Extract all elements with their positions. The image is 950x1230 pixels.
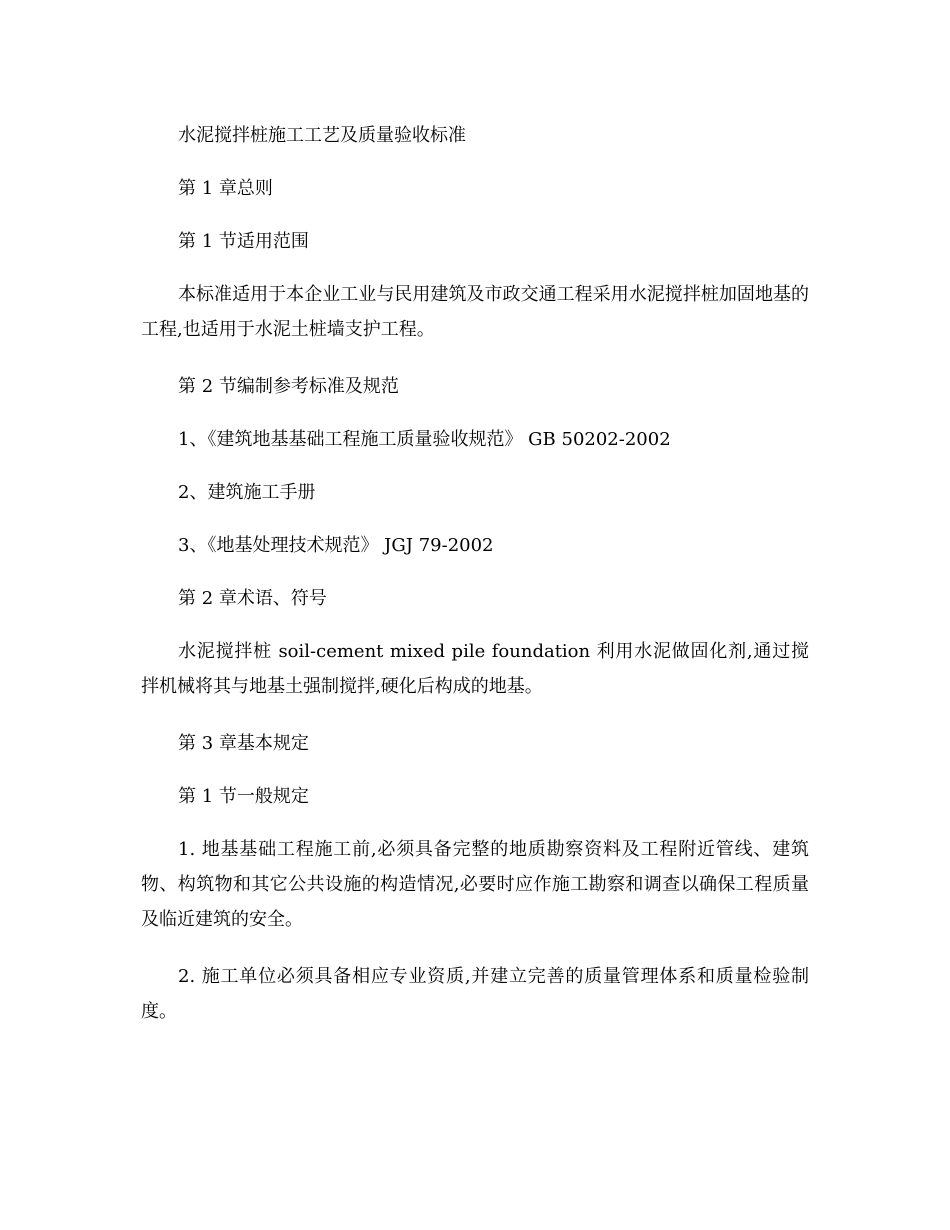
paragraph: 本标准适用于本企业工业与民用建筑及市政交通工程采用水泥搅拌桩加固地基的工程,也适用于水泥土桩墙支护工程。 xyxy=(141,284,809,340)
reference-item: 3、《地基处理技术规范》 JGJ 79-2002 xyxy=(178,535,494,556)
reference-item: 1、《建筑地基基础工程施工质量验收规范》 GB 50202-2002 xyxy=(178,429,671,450)
section-heading: 第 1 节适用范围 xyxy=(178,231,309,252)
section-heading: 第 2 节编制参考标准及规范 xyxy=(178,376,399,397)
chapter-heading: 第 3 章基本规定 xyxy=(178,733,309,754)
paragraph: 水泥搅拌桩 soil-cement mixed pile foundation 利用水泥做固化剂,通过搅拌机械将其与地基土强制搅拌,硬化后构成的地基。 xyxy=(141,641,809,697)
chapter-heading: 第 2 章术语、符号 xyxy=(178,588,327,609)
section-heading: 第 1 节一般规定 xyxy=(178,786,309,807)
rule-paragraph: 2. 施工单位必须具备相应专业资质,并建立完善的质量管理体系和质量检验制度。 xyxy=(141,966,809,1022)
document-body xyxy=(141,118,809,1051)
document-title: 水泥搅拌桩施工工艺及质量验收标准 xyxy=(178,125,466,146)
rule-paragraph: 1. 地基基础工程施工前,必须具备完整的地质勘察资料及工程附近管线、建筑物、构筑物和其它公共设施的构造情况,必要时应作施工勘察和调查以确保工程质量及临近建筑的安全。 xyxy=(141,839,809,930)
reference-item: 2、建筑施工手册 xyxy=(178,482,316,503)
chapter-heading: 第 1 章总则 xyxy=(178,178,273,199)
